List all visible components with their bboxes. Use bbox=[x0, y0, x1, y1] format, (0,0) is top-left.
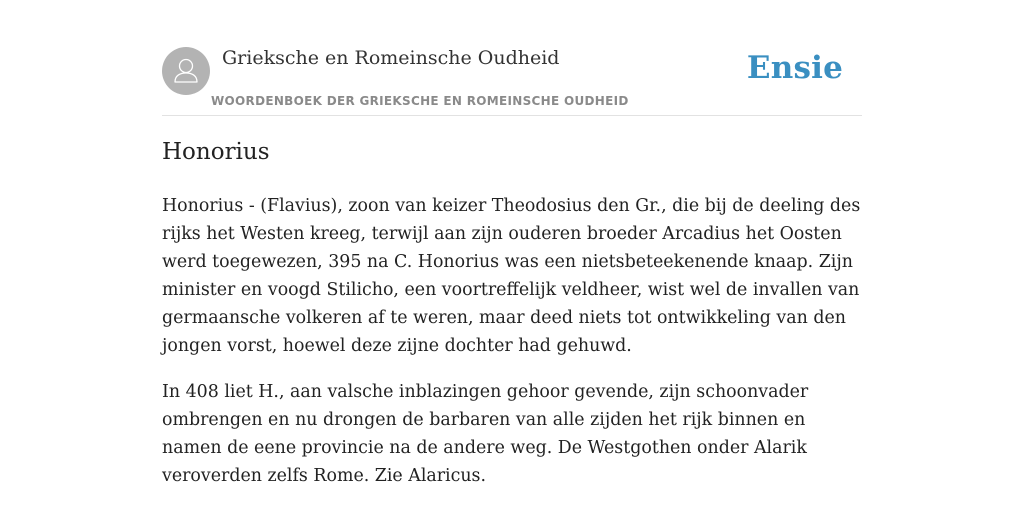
brand-logo[interactable]: Ensie bbox=[746, 50, 843, 86]
source-subtitle: WOORDENBOEK DER GRIEKSCHE EN ROMEINSCHE OUDHEID bbox=[211, 94, 629, 108]
entry-title: Honorius bbox=[162, 139, 270, 165]
avatar[interactable] bbox=[162, 47, 210, 95]
entry-paragraph: In 408 liet H., aan valsche inblazingen gehoor gevende, zijn schoonvader ombrengen en nu drongen de barbaren van alle zijden het rijk binnen en namen de eene provincie na de andere weg. De Westgothen onder Alarik veroverden zelfs Rome. Zie Alaricus. bbox=[162, 382, 809, 486]
user-icon bbox=[162, 47, 210, 95]
source-title[interactable]: Grieksche en Romeinsche Oudheid bbox=[222, 47, 560, 69]
entry-paragraph: Honorius - (Flavius), zoon van keizer Theodosius den Gr., die bij de deeling des rijks het Westen kreeg, terwijl aan zijn ouderen broeder Arcadius het Oosten werd toegewezen, 395 na C. Honorius was een nietsbeteekenende knaap. Zijn minister en voogd Stilicho, een voortreffelijk veldheer, wist wel de invallen van germaansche volkeren af te weren, maar deed niets tot ontwikkeling van den jongen vorst, hoewel deze zijne dochter had gehuwd. bbox=[162, 196, 861, 356]
entry-body bbox=[162, 192, 866, 508]
header bbox=[162, 44, 862, 116]
